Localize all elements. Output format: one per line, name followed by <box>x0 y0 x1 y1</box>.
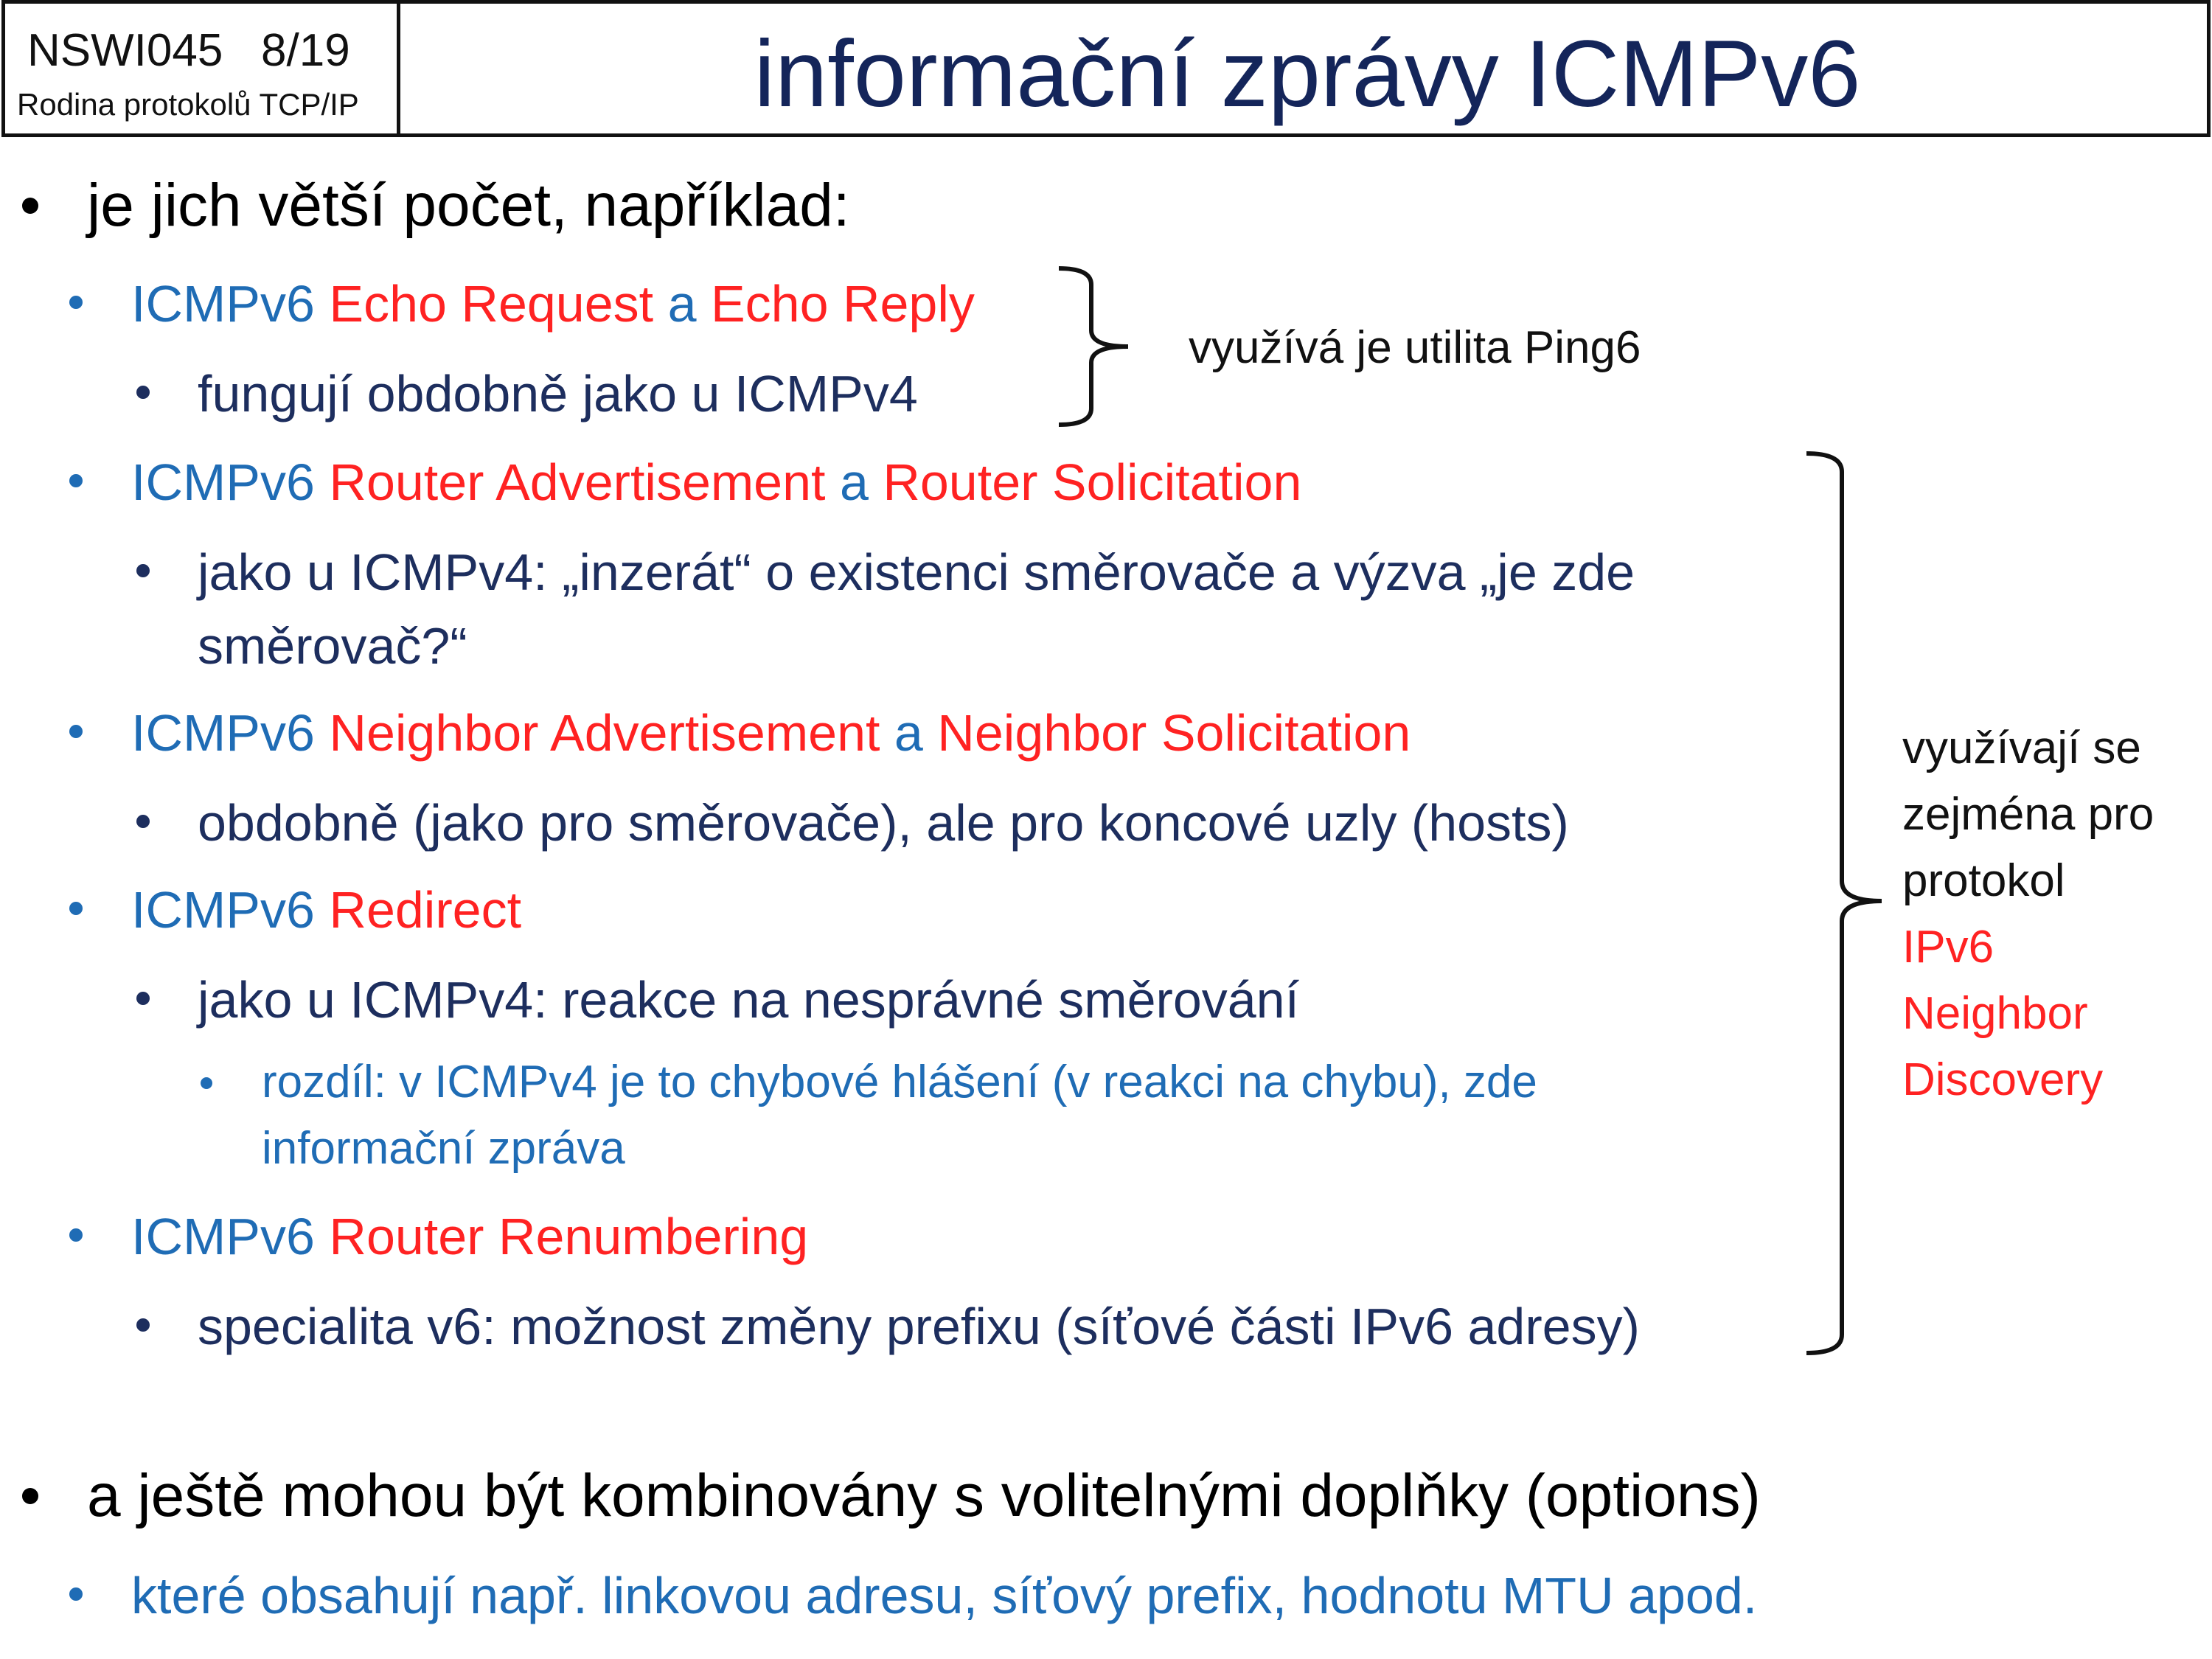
course-name: Rodina protokolů TCP/IP <box>17 87 359 122</box>
bullet <box>69 296 83 309</box>
options-subtext: které obsahují např. linkovou adresu, síťový prefix, hodnotu MTU apod. <box>131 1567 1758 1624</box>
echo-brace <box>1054 265 1150 428</box>
bullet <box>136 1318 150 1332</box>
bullet <box>201 1077 212 1089</box>
bullet <box>22 1488 38 1504</box>
slide-title: informační zprávy ICMPv6 <box>754 21 1861 127</box>
course-code-and-page <box>27 24 350 77</box>
bullet <box>136 386 150 399</box>
bullet <box>136 992 150 1005</box>
router-solicitation-label: Router Solicitation <box>883 453 1302 511</box>
echo-request-label: Echo Request <box>329 275 654 333</box>
bullet <box>69 725 83 738</box>
bullet <box>136 815 150 828</box>
intro-text: je jich větší počet, například: <box>87 172 850 239</box>
echo-item: ICMPv6 Echo Request a Echo Reply <box>131 275 975 333</box>
renumbering-subtext: specialita v6: možnost změny prefixu (síťové části IPv6 adresy) <box>198 1298 1640 1355</box>
router-renumbering-label: Router Renumbering <box>329 1208 809 1265</box>
neighbor-item: ICMPv6 Neighbor Advertisement a Neighbor Solicitation <box>131 704 1411 762</box>
redirect-difference-1: rozdíl: v ICMPv4 je to chybové hlášení (v reakci na chybu), zde <box>262 1057 1537 1107</box>
redirect-subtext: jako u ICMPv4: reakce na nesprávné směrování <box>198 971 1300 1029</box>
bullet <box>22 198 38 214</box>
ping-annotation: využívá je utilita Ping6 <box>1189 322 1641 373</box>
renumbering-item: ICMPv6 Router Renumbering <box>131 1208 809 1265</box>
neighbor-discovery-brace <box>1799 450 1902 1357</box>
bullet <box>69 902 83 915</box>
options-text: a ještě mohou být kombinovány s volitelnými doplňky (options) <box>87 1462 1761 1529</box>
bullet <box>136 564 150 577</box>
router-advertisement-item: ICMPv6 Router Advertisement a Router Solicitation <box>131 453 1302 511</box>
neighbor-discovery-annotation: využívají se zejména pro protokol IPv6 Neighbor Discovery <box>1902 723 2154 1105</box>
slide-header <box>1 0 2211 137</box>
neighbor-solicitation-label: Neighbor Solicitation <box>937 704 1411 762</box>
neighbor-subtext: obdobně (jako pro směrovače), ale pro koncové uzly (hosts) <box>198 794 1569 852</box>
router-advertisement-subtext-2: směrovač?“ <box>198 617 467 675</box>
redirect-difference-2: informační zpráva <box>262 1123 625 1174</box>
neighbor-advertisement-label: Neighbor Advertisement <box>329 704 880 762</box>
bullet <box>69 1587 83 1601</box>
echo-reply-label: Echo Reply <box>710 275 975 333</box>
router-advertisement-subtext-1: jako u ICMPv4: „inzerát“ o existenci směrovače a výzva „je zde <box>198 543 1635 601</box>
router-advertisement-label: Router Advertisement <box>329 453 826 511</box>
redirect-label: Redirect <box>329 881 522 939</box>
slide-number: 8/19 <box>261 25 350 76</box>
bullet <box>69 1228 83 1242</box>
bullet <box>69 474 83 487</box>
redirect-item: ICMPv6 Redirect <box>131 881 522 939</box>
course-code: NSWI045 <box>27 25 223 76</box>
echo-subtext: fungují obdobně jako u ICMPv4 <box>198 365 918 422</box>
